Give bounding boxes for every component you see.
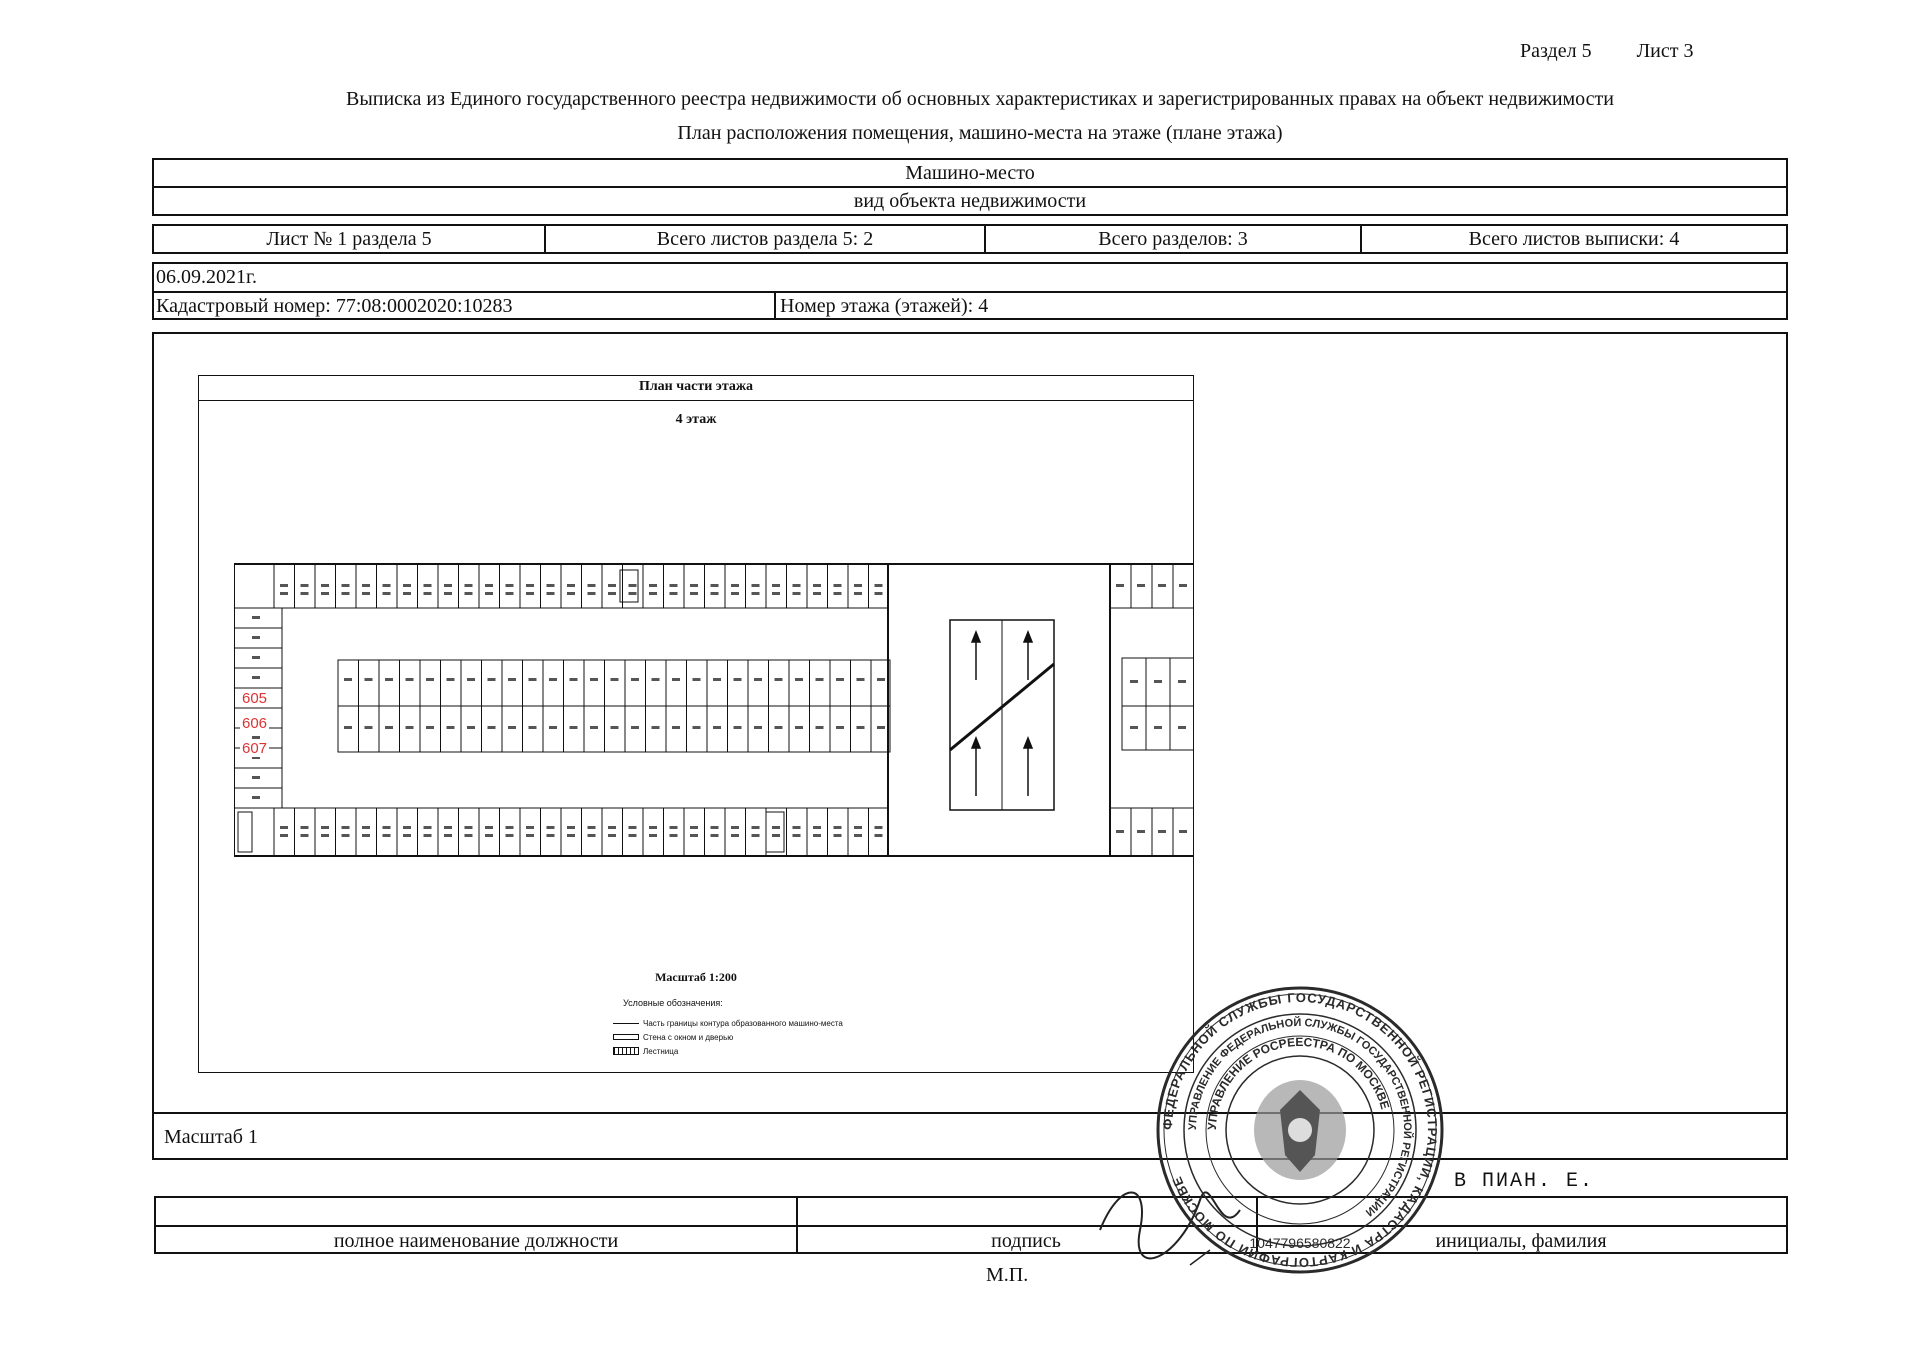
outer-scale: Масштаб 1 [164, 1126, 258, 1148]
signature-block [154, 1196, 1788, 1254]
plan-floor-label: 4 этаж [675, 412, 717, 427]
official-stamp [1150, 980, 1450, 1280]
sheet-label: Лист 3 [1636, 40, 1694, 62]
page-header-right [1520, 40, 1693, 63]
floor-number: Номер этажа (этажей): 4 [780, 295, 989, 317]
signature-label: подпись [991, 1230, 1061, 1252]
position-label: полное наименование должности [333, 1230, 619, 1252]
total-sheets-section: Всего листов раздела 5: 2 [546, 226, 986, 252]
stairs-icon [613, 1047, 639, 1055]
legend [613, 1016, 843, 1058]
legend-title: Условные обозначения: [623, 998, 723, 1008]
object-name: Машино-место [154, 160, 1786, 188]
stamp-inner-text: УПРАВЛЕНИЕ ФЕДЕРАЛЬНОЙ СЛУЖБЫ ГОСУДАРСТВЕННОЙ РЕГИСТРАЦИИ [1186, 1016, 1414, 1219]
plan-title: План части этажа [638, 379, 754, 394]
plan-scale: Масштаб 1:200 [655, 970, 737, 984]
document-title: Выписка из Единого государственного реестра недвижимости об основных характеристиках и зарегистрированных правах на объект недвижимости [345, 88, 1614, 110]
legend-item-wall: Стена с окном и дверью [613, 1030, 843, 1044]
emblem-icon [1254, 1080, 1346, 1180]
wall-icon [613, 1034, 639, 1040]
stamp-ring-text: УПРАВЛЕНИЕ РОСРЕЕСТРА ПО МОСКВЕ [1204, 1034, 1393, 1131]
highlight-number-605: 605 [242, 690, 268, 707]
total-sections: Всего разделов: 3 [986, 226, 1362, 252]
highlight-number-607: 607 [242, 740, 268, 757]
cadastral-number: Кадастровый номер: 77:08:0002020:10283 [156, 295, 513, 317]
signer-name: В ПИАН. Е. [1454, 1170, 1595, 1193]
sheet-info-row [152, 224, 1788, 254]
legend-item-stairs: Лестница [613, 1044, 843, 1058]
legend-item-boundary: Часть границы контура образованного машино-места [613, 1016, 843, 1030]
floor-plan-drawing [234, 560, 1194, 860]
sheet-number: Лист № 1 раздела 5 [154, 226, 546, 252]
boundary-line-icon [613, 1023, 639, 1024]
object-kind-label: вид объекта недвижимости [853, 189, 1087, 212]
initials-label: инициалы, фамилия [1435, 1230, 1607, 1252]
object-type-box [152, 158, 1788, 216]
document-subtitle: План расположения помещения, машино-места на этаже (плане этажа) [677, 122, 1283, 144]
total-sheets-extract: Всего листов выписки: 4 [1468, 227, 1680, 250]
stamp-number: 1047796580822 [1249, 1235, 1351, 1251]
stamp-outer-text: ФЕДЕРАЛЬНОЙ СЛУЖБЫ ГОСУДАРСТВЕННОЙ РЕГИСТРАЦИИ, КАДАСТРА И КАРТОГРАФИИ ПО МОСКВЕ [1159, 989, 1441, 1271]
document-date: 06.09.2021г. [156, 266, 257, 288]
highlight-number-606: 606 [242, 715, 268, 732]
stamp-place-label: М.П. [986, 1264, 1029, 1286]
meta-box [152, 262, 1788, 320]
section-label: Раздел 5 [1520, 40, 1592, 62]
